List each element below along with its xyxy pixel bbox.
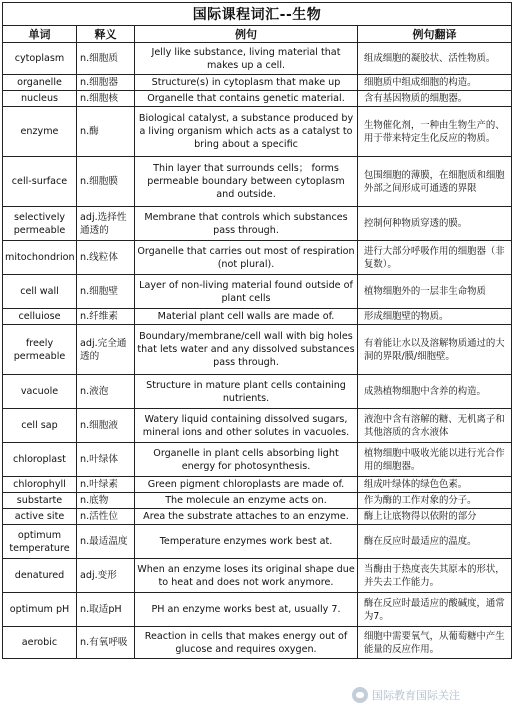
- example-cell: Organelle in plant cells absorbing light energy for photosynthesis.: [135, 443, 358, 477]
- header-definition: 释义: [77, 26, 135, 43]
- translation-cell: 形成细胞壁的物质。: [358, 309, 512, 325]
- definition-cell: n.有氧呼吸: [77, 627, 135, 659]
- header-translation: 例句翻译: [358, 26, 512, 43]
- word-cell: cell wall: [3, 275, 77, 309]
- table-row: [3, 443, 512, 477]
- definition-cell: n.液泡: [77, 375, 135, 409]
- header-example: 例句: [135, 26, 358, 43]
- word-cell: cell sap: [3, 409, 77, 443]
- example-cell: Material plant cell walls are made of.: [135, 309, 358, 325]
- table-row: [3, 559, 512, 593]
- definition-cell: n.活性位: [77, 509, 135, 525]
- definition-cell: n.细胞器: [77, 75, 135, 91]
- vocabulary-table: [2, 2, 512, 659]
- table-row: [3, 107, 512, 157]
- definition-cell: adj.选择性通透的: [77, 207, 135, 241]
- translation-cell: 细胞中需要氧气，从葡萄糖中产生能量的反应作用。: [358, 627, 512, 659]
- example-cell: Reaction in cells that makes energy out of glucose and requires oxygen.: [135, 627, 358, 659]
- word-cell: celluiose: [3, 309, 77, 325]
- word-cell: cytoplasm: [3, 43, 77, 75]
- translation-cell: 作为酶的工作对象的分子。: [358, 493, 512, 509]
- example-cell: Organelle that carries out most of respiration (not plural).: [135, 241, 358, 275]
- table-row: [3, 157, 512, 207]
- example-cell: Membrane that controls which substances pass through.: [135, 207, 358, 241]
- translation-cell: 含有基因物质的细胞器。: [358, 91, 512, 107]
- word-cell: organelle: [3, 75, 77, 91]
- example-cell: Structure(s) in cytoplasm that make up: [135, 75, 358, 91]
- table-row: [3, 75, 512, 91]
- watermark-text: 国际教育国际关注: [372, 689, 460, 702]
- table-row: [3, 91, 512, 107]
- definition-cell: n.细胞液: [77, 409, 135, 443]
- table-body: [3, 43, 512, 659]
- definition-cell: n.叶绿体: [77, 443, 135, 477]
- example-cell: PH an enzyme works best at, usually 7.: [135, 593, 358, 627]
- table-row: [3, 627, 512, 659]
- translation-cell: 酶在反应时最适应的温度。: [358, 525, 512, 559]
- translation-cell: 包围细胞的薄膜，在细胞质和细胞外部之间形成可通透的界限: [358, 157, 512, 207]
- word-cell: enzyme: [3, 107, 77, 157]
- translation-cell: 组成叶绿体的绿色色素。: [358, 477, 512, 493]
- table-row: [3, 325, 512, 375]
- word-cell: chlorophyll: [3, 477, 77, 493]
- example-cell: The molecule an enzyme acts on.: [135, 493, 358, 509]
- example-cell: Biological catalyst, a substance produced by a living organism which acts as a catalyst to bring about a specific: [135, 107, 358, 157]
- example-cell: Structure in mature plant cells containing nutrients.: [135, 375, 358, 409]
- definition-cell: n.线粒体: [77, 241, 135, 275]
- table-row: [3, 409, 512, 443]
- example-cell: When an enzyme loses its original shape due to heat and does not work anymore.: [135, 559, 358, 593]
- word-cell: cell-surface: [3, 157, 77, 207]
- example-cell: Green pigment chloroplasts are made of.: [135, 477, 358, 493]
- table-row: [3, 275, 512, 309]
- translation-cell: 生物催化剂，一种由生物生产的、用于带来特定生化反应的物质。: [358, 107, 512, 157]
- table-row: [3, 477, 512, 493]
- example-cell: Organelle that contains genetic material.: [135, 91, 358, 107]
- definition-cell: n.细胞质: [77, 43, 135, 75]
- word-cell: optimum temperature: [3, 525, 77, 559]
- example-cell: Thin layer that surrounds cells； forms permeable boundary between cytoplasm and outside.: [135, 157, 358, 207]
- translation-cell: 当酶由于热度丧失其原本的形状，并失去工作能力。: [358, 559, 512, 593]
- word-cell: denatured: [3, 559, 77, 593]
- translation-cell: 液泡中含有溶解的糖、无机离子和其他溶质的含水液体: [358, 409, 512, 443]
- translation-cell: 进行大部分呼吸作用的细胞器（非复数）。: [358, 241, 512, 275]
- translation-cell: 成熟植物细胞中含养的构造。: [358, 375, 512, 409]
- table-row: [3, 493, 512, 509]
- word-cell: mitochondrion: [3, 241, 77, 275]
- header-word: 单词: [3, 26, 77, 43]
- translation-cell: 组成细胞的凝胶状、活性物质。: [358, 43, 512, 75]
- word-cell: optimum pH: [3, 593, 77, 627]
- table-row: [3, 309, 512, 325]
- translation-cell: 有着能让水以及溶解物质通过的大洞的界限/膜/细胞壁。: [358, 325, 512, 375]
- definition-cell: n.取适pH: [77, 593, 135, 627]
- word-cell: freely permeable: [3, 325, 77, 375]
- definition-cell: n.纤维素: [77, 309, 135, 325]
- definition-cell: adj.变形: [77, 559, 135, 593]
- definition-cell: n.底物: [77, 493, 135, 509]
- table-row: [3, 375, 512, 409]
- example-cell: Jelly like substance, living material that makes up a cell.: [135, 43, 358, 75]
- table-row: [3, 43, 512, 75]
- translation-cell: 控制何种物质穿透的膜。: [358, 207, 512, 241]
- word-cell: aerobic: [3, 627, 77, 659]
- word-cell: active site: [3, 509, 77, 525]
- table-row: [3, 525, 512, 559]
- example-cell: Temperature enzymes work best at.: [135, 525, 358, 559]
- translation-cell: 酶上让底物得以依附的部分: [358, 509, 512, 525]
- header-row: [3, 26, 512, 43]
- translation-cell: 细胞质中组成细胞的构造。: [358, 75, 512, 91]
- definition-cell: n.酶: [77, 107, 135, 157]
- word-cell: selectively permeable: [3, 207, 77, 241]
- table-title: 国际课程词汇--生物: [3, 3, 512, 26]
- definition-cell: n.最适温度: [77, 525, 135, 559]
- translation-cell: 酶在反应时最适应的酸碱度，通常为7。: [358, 593, 512, 627]
- word-cell: vacuole: [3, 375, 77, 409]
- word-cell: substarte: [3, 493, 77, 509]
- word-cell: nucleus: [3, 91, 77, 107]
- table-row: [3, 593, 512, 627]
- definition-cell: n.细胞核: [77, 91, 135, 107]
- translation-cell: 植物细胞中吸收光能以进行光合作用的细胞器。: [358, 443, 512, 477]
- definition-cell: n.细胞壁: [77, 275, 135, 309]
- definition-cell: n.细胞膜: [77, 157, 135, 207]
- example-cell: Watery liquid containing dissolved sugars, mineral ions and other solutes in vacuoles.: [135, 409, 358, 443]
- table-row: [3, 207, 512, 241]
- example-cell: Boundary/membrane/cell wall with big holes that lets water and any dissolved substances pass through.: [135, 325, 358, 375]
- title-row: [3, 3, 512, 26]
- example-cell: Area the substrate attaches to an enzyme.: [135, 509, 358, 525]
- definition-cell: n.叶绿素: [77, 477, 135, 493]
- table-row: [3, 241, 512, 275]
- word-cell: chloroplast: [3, 443, 77, 477]
- translation-cell: 植物细胞外的一层非生命物质: [358, 275, 512, 309]
- table-row: [3, 509, 512, 525]
- definition-cell: adj.完全通透的: [77, 325, 135, 375]
- example-cell: Layer of non-living material found outside of plant cells: [135, 275, 358, 309]
